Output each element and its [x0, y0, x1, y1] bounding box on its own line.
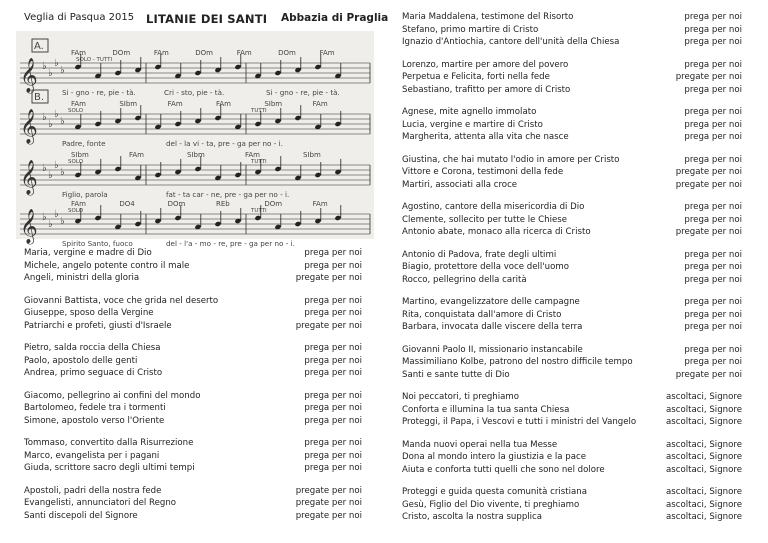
chord-symbol: FAm — [319, 49, 335, 57]
response-text: prega per noi — [304, 403, 362, 413]
litany-row — [402, 166, 742, 179]
litany-row — [402, 201, 742, 214]
invocation-text: Maria, vergine e madre di Dio — [24, 248, 152, 258]
response-text: prega per noi — [684, 154, 742, 165]
response-text: pregate per noi — [675, 72, 742, 82]
litany-row — [402, 486, 742, 499]
response-text: prega per noi — [304, 415, 362, 426]
litany-row — [24, 415, 362, 428]
invocation-text: Clemente, sollecito per tutte le Chiese — [402, 214, 568, 225]
litany-right-column — [402, 11, 742, 534]
invocation-text: Agostino, cantore della misericordia di Dio — [402, 202, 585, 212]
invocation-text: Paolo, apostolo delle genti — [24, 355, 138, 366]
litany-group — [402, 154, 742, 192]
response-text: prega per noi — [684, 262, 742, 272]
invocation-text: Santi discepoli del Signore — [24, 510, 138, 521]
response-text: prega per noi — [684, 37, 742, 47]
response-text: prega per noi — [304, 343, 362, 353]
litany-row — [402, 416, 742, 429]
response-text: prega per noi — [684, 84, 742, 95]
lyric-text: Figlio, parola — [62, 190, 108, 199]
chord-symbol: SIbm — [303, 151, 321, 159]
chord-symbol: FAm — [129, 151, 144, 159]
chord-symbol: FAm — [167, 100, 183, 108]
flat-icon: ♭ — [54, 109, 59, 120]
response-text: pregate per noi — [295, 273, 362, 283]
litany-row — [402, 226, 742, 239]
litany-group — [24, 247, 362, 285]
invocation-text: Barbara, invocata dalle viscere della terra — [402, 322, 583, 332]
response-text: prega per noi — [684, 24, 742, 35]
response-text: ascoltaci, Signore — [666, 404, 742, 415]
invocation-text: Biagio, protettore della voce dell'uomo — [402, 262, 570, 272]
litany-row — [402, 356, 742, 369]
litany-row — [24, 462, 362, 475]
litany-row — [402, 24, 742, 37]
response-text: ascoltaci, Signore — [666, 417, 742, 427]
solo-label: SOLO — [68, 159, 84, 165]
response-text: ascoltaci, Signore — [666, 487, 742, 497]
litany-row — [402, 296, 742, 309]
invocation-text: Apostoli, padri della nostra fede — [24, 485, 162, 496]
litany-row — [24, 450, 362, 463]
music-score — [16, 31, 374, 248]
litany-row — [24, 295, 362, 308]
invocation-text: Lorenzo, martire per amore del povero — [402, 59, 569, 70]
lyric-text: fat - ta car - ne, pre - ga per no - i. — [166, 190, 290, 199]
litany-group — [24, 295, 362, 333]
section-label: A. — [34, 41, 44, 52]
chord-symbol: DOm — [167, 200, 186, 208]
solo-label: SOLO — [68, 108, 84, 114]
invocation-text: Giacomo, pellegrino ai confini del mondo — [24, 390, 201, 401]
section-label: B. — [34, 92, 45, 103]
invocation-text: Andrea, primo seguace di Cristo — [24, 368, 163, 378]
response-text: prega per noi — [684, 119, 742, 130]
flat-icon: ♭ — [42, 112, 47, 123]
litany-group — [402, 201, 742, 239]
invocation-text: Gesù, Figlio del Dio vivente, ti preghiamo — [402, 499, 580, 510]
litany-row — [402, 309, 742, 322]
litany-row — [24, 390, 362, 403]
response-text: ascoltaci, Signore — [666, 439, 742, 450]
litany-row — [24, 402, 362, 415]
response-text: pregate per noi — [675, 179, 742, 190]
litany-group — [402, 59, 742, 97]
chord-symbol: DOm — [195, 49, 214, 57]
litany-group — [402, 296, 742, 334]
invocation-text: Dona al mondo intero la giustizia e la pace — [402, 452, 586, 462]
response-text: prega per noi — [304, 260, 362, 271]
litany-row — [24, 260, 362, 273]
litany-row — [24, 247, 362, 260]
chord-symbol: SIbm — [187, 151, 205, 159]
invocation-text: Martino, evangelizzatore delle campagne — [402, 297, 580, 307]
chord-symbol: FAm — [71, 200, 86, 208]
treble-clef-icon: 𝄞 — [20, 160, 38, 195]
invocation-text: Stefano, primo martire di Cristo — [402, 24, 539, 35]
page-title: LITANIE DEI SANTI — [146, 12, 268, 26]
litany-row — [402, 154, 742, 167]
invocation-text: Rita, conquistata dall'amore di Cristo — [402, 309, 562, 320]
flat-icon: ♭ — [60, 167, 65, 178]
litany-row — [402, 84, 742, 97]
response-text: pregate per noi — [675, 227, 742, 237]
litany-row — [402, 464, 742, 477]
invocation-text: Lucia, vergine e martire di Cristo — [402, 119, 543, 130]
response-text: prega per noi — [684, 297, 742, 307]
litany-group — [24, 437, 362, 475]
litany-row — [402, 119, 742, 132]
invocation-text: Pietro, salda roccia della Chiesa — [24, 343, 161, 353]
treble-clef-icon: 𝄞 — [20, 209, 38, 244]
response-text: prega per noi — [304, 295, 362, 306]
invocation-text: Simone, apostolo verso l'Oriente — [24, 415, 165, 426]
response-text: pregate per noi — [675, 369, 742, 380]
response-text: ascoltaci, Signore — [666, 452, 742, 462]
response-text: prega per noi — [684, 12, 742, 22]
litany-row — [402, 214, 742, 227]
invocation-text: Massimiliano Kolbe, patrono del nostro difficile tempo — [402, 357, 633, 367]
invocation-text: Antonio di Padova, frate degli ultimi — [402, 249, 557, 260]
response-text: prega per noi — [684, 357, 742, 367]
invocation-text: Giuda, scrittore sacro degli ultimi tempi — [24, 463, 195, 473]
litany-row — [402, 131, 742, 144]
litany-row — [402, 261, 742, 274]
litany-row — [24, 497, 362, 510]
litany-row — [402, 344, 742, 357]
invocation-text: Vittore e Corona, testimoni della fede — [402, 167, 564, 177]
response-text: pregate per noi — [295, 485, 362, 496]
response-text: prega per noi — [684, 132, 742, 142]
lyric-text: Si - gno - re, pie - tà. — [266, 88, 340, 97]
chord-symbol: FAm — [153, 49, 169, 57]
litany-group — [402, 391, 742, 429]
tutti-label: TUTTI — [251, 159, 267, 165]
flat-icon: ♭ — [48, 170, 53, 181]
response-text: prega per noi — [304, 450, 362, 461]
invocation-text: Antonio abate, monaco alla ricerca di Cristo — [402, 227, 591, 237]
invocation-text: Giovanni Paolo II, missionario instancabile — [402, 344, 583, 355]
invocation-text: Tommaso, convertito dalla Risurrezione — [24, 438, 194, 448]
lyric-text: Si - gno - re, pie - tà. — [62, 88, 136, 97]
litany-row — [402, 59, 742, 72]
invocation-text: Giustina, che hai mutato l'odio in amore per Cristo — [402, 154, 620, 165]
invocation-text: Proteggi e guida questa comunità cristiana — [402, 487, 587, 497]
response-text: prega per noi — [304, 463, 362, 473]
litany-group — [24, 485, 362, 523]
litany-row — [24, 367, 362, 380]
header-left: Veglia di Pasqua 2015 — [24, 12, 135, 23]
response-text: ascoltaci, Signore — [666, 499, 742, 510]
response-text: prega per noi — [684, 344, 742, 355]
litany-group — [402, 439, 742, 477]
chord-symbol: DO4 — [119, 200, 135, 208]
litany-row — [402, 499, 742, 512]
chord-symbol: FAm — [312, 100, 328, 108]
flat-icon: ♭ — [42, 212, 47, 223]
litany-row — [402, 439, 742, 452]
litany-row — [402, 511, 742, 524]
invocation-text: Rocco, pellegrino della carità — [402, 274, 527, 285]
litany-row — [24, 485, 362, 498]
response-text: pregate per noi — [295, 510, 362, 521]
chord-symbol: DOm — [112, 49, 131, 57]
response-text: prega per noi — [684, 214, 742, 225]
litany-row — [402, 179, 742, 192]
invocation-text: Bartolomeo, fedele tra i tormenti — [24, 403, 166, 413]
litany-row — [24, 307, 362, 320]
chord-symbol: FAm — [312, 200, 328, 208]
invocation-text: Noi peccatori, ti preghiamo — [402, 392, 520, 402]
litany-row — [402, 274, 742, 287]
chord-symbol: FAm — [71, 100, 86, 108]
response-text: prega per noi — [304, 248, 362, 258]
response-text: prega per noi — [684, 322, 742, 332]
lyric-text: del - l'a - mo - re, pre - ga per no - i. — [166, 239, 295, 248]
litany-row — [24, 342, 362, 355]
invocation-text: Martiri, associati alla croce — [402, 179, 518, 190]
flat-icon: ♭ — [60, 216, 65, 227]
response-text: prega per noi — [684, 249, 742, 260]
tutti-label: TUTTI — [251, 108, 267, 114]
invocation-text: Giuseppe, sposo della Vergine — [24, 308, 154, 318]
invocation-text: Agnese, mite agnello immolato — [402, 107, 537, 117]
response-text: prega per noi — [684, 107, 742, 117]
invocation-text: Maria Maddalena, testimone del Risorto — [402, 12, 574, 22]
litany-group — [402, 11, 742, 49]
lyric-text: Cri - sto, pie - tà. — [164, 88, 225, 97]
chord-symbol: SIbm — [119, 100, 138, 108]
litany-row — [402, 249, 742, 262]
invocation-text: Manda nuovi operai nella tua Messe — [402, 439, 558, 450]
invocation-text: Conforta e illumina la tua santa Chiesa — [402, 404, 570, 415]
response-text: prega per noi — [304, 438, 362, 448]
chord-symbol: FAm — [236, 49, 252, 57]
flat-icon: ♭ — [42, 61, 47, 72]
invocation-text: Patriarchi e profeti, giusti d'Israele — [24, 320, 172, 331]
response-text: prega per noi — [304, 390, 362, 401]
litany-row — [402, 106, 742, 119]
litany-row — [402, 321, 742, 334]
invocation-text: Evangelisti, annunciatori del Regno — [24, 498, 177, 508]
litany-row — [402, 391, 742, 404]
chord-symbol: SIbm — [71, 151, 89, 159]
header-right: Abbazia di Praglia — [281, 12, 389, 24]
response-text: prega per noi — [684, 274, 742, 285]
lyric-text: Padre, fonte — [62, 139, 106, 148]
response-text: pregate per noi — [295, 320, 362, 331]
invocation-text: Aiuta e conforta tutti quelli che sono nel dolore — [402, 464, 605, 475]
response-text: pregate per noi — [295, 498, 362, 508]
litany-row — [24, 320, 362, 333]
response-text: pregate per noi — [675, 167, 742, 177]
invocation-text: Ignazio d'Antiochia, cantore dell'unità della Chiesa — [402, 37, 620, 47]
chord-symbol: SIbm — [264, 100, 283, 108]
flat-icon: ♭ — [60, 116, 65, 127]
tutti-label: TUTTI — [251, 208, 267, 214]
chord-symbol: FAm — [245, 151, 260, 159]
chord-symbol: DOm — [264, 200, 283, 208]
litany-row — [24, 510, 362, 523]
response-text: prega per noi — [684, 59, 742, 70]
litany-group — [24, 342, 362, 380]
litany-row — [24, 355, 362, 368]
litany-row — [24, 272, 362, 285]
chord-symbol: FAm — [71, 49, 86, 57]
litany-group — [402, 249, 742, 287]
invocation-text: Santi e sante tutte di Dio — [402, 369, 510, 380]
flat-icon: ♭ — [54, 58, 59, 69]
litany-row — [402, 451, 742, 464]
treble-clef-icon: 𝄞 — [20, 109, 38, 144]
lyric-text: Spirito Santo, fuoco — [62, 239, 133, 248]
litany-group — [24, 390, 362, 428]
flat-icon: ♭ — [42, 163, 47, 174]
invocation-text: Sebastiano, trafitto per amore di Cristo — [402, 84, 571, 95]
litany-row — [402, 404, 742, 417]
invocation-text: Proteggi, il Papa, i Vescovi e tutti i ministri del Vangelo — [402, 417, 637, 427]
flat-icon: ♭ — [54, 160, 59, 171]
response-text: prega per noi — [304, 368, 362, 378]
score-svg — [16, 31, 374, 248]
invocation-text: Giovanni Battista, voce che grida nel deserto — [24, 295, 219, 306]
litany-row — [402, 369, 742, 382]
response-text: prega per noi — [684, 202, 742, 212]
response-text: ascoltaci, Signore — [666, 392, 742, 402]
litany-row — [402, 71, 742, 84]
flat-icon: ♭ — [60, 65, 65, 76]
invocation-text: Cristo, ascolta la nostra supplica — [402, 512, 543, 522]
response-text: prega per noi — [304, 355, 362, 366]
response-text: ascoltaci, Signore — [666, 512, 742, 522]
invocation-text: Margherita, attenta alla vita che nasce — [402, 132, 569, 142]
litany-left-column — [24, 247, 362, 532]
litany-row — [402, 11, 742, 24]
invocation-text: Perpetua e Felicita, forti nella fede — [402, 72, 550, 82]
chord-symbol: DOm — [278, 49, 296, 57]
litany-group — [402, 486, 742, 524]
invocation-text: Michele, angelo potente contro il male — [24, 260, 190, 271]
response-text: prega per noi — [304, 308, 362, 318]
flat-icon: ♭ — [48, 219, 53, 230]
chord-symbol: REb — [216, 200, 230, 208]
solo-tutti-label: SOLO - TUTTI — [76, 57, 113, 63]
invocation-text: Angeli, ministri della gloria — [24, 273, 140, 283]
invocation-text: Marco, evangelista per i pagani — [24, 450, 160, 461]
flat-icon: ♭ — [48, 68, 53, 79]
chord-symbol: FAm — [216, 100, 231, 108]
treble-clef-icon: 𝄞 — [20, 58, 38, 93]
solo-label: SOLO — [68, 208, 84, 214]
lyric-text: del - la vi - ta, pre - ga per no - i. — [166, 139, 283, 148]
flat-icon: ♭ — [48, 119, 53, 130]
litany-row — [402, 36, 742, 49]
litany-group — [402, 344, 742, 382]
flat-icon: ♭ — [54, 209, 59, 220]
litany-group — [402, 106, 742, 144]
response-text: ascoltaci, Signore — [666, 464, 742, 475]
response-text: prega per noi — [684, 309, 742, 320]
litany-row — [24, 437, 362, 450]
